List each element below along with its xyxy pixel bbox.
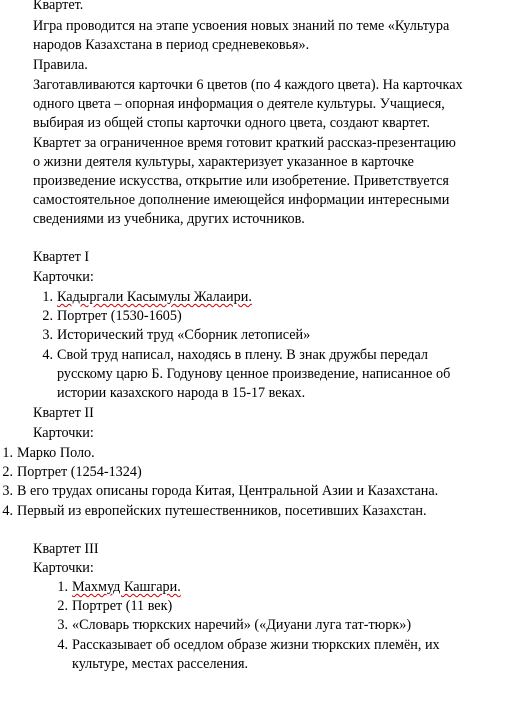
list-item-text: В его трудах описаны города Китая, Центральной Азии и Казахстана. [17,483,439,500]
list-item-number: 1. [2,445,13,461]
quartet-3-cards-label: Карточки: [33,560,94,576]
list-item-text: Портрет (1254-1324) [17,464,142,481]
list-item-text: Рассказывает об оседлом образе жизни тюркских племён, их культуре, местах расселения. [72,636,440,672]
quartet-1-title: Квартет I [33,249,90,265]
list-item-number: 2. [2,464,13,481]
list-item [42,326,457,345]
list-item-number: 2. [42,308,53,325]
list-item-number: 4. [2,502,13,519]
list-item-number: 3. [42,327,53,344]
list-item [42,288,457,307]
list-item-number: 3. [2,483,13,500]
list-item-number: 3. [57,617,68,634]
list-item-text: Портрет (1530-1605) [57,308,182,325]
list-item-number: 1. [57,579,68,595]
quartet-2-title: Квартет II [33,405,94,421]
list-item-text: Махмуд Кашгари. [72,579,181,595]
list-item-text: Первый из европейских путешественников, посетивших Казахстан. [17,502,427,519]
heading-kvartet: Квартет. [33,0,84,13]
quartet-2-card-list [2,444,507,521]
list-item [2,482,507,501]
list-item [2,502,507,521]
rules-paragraph: Заготавливаются карточки 6 цветов (по 4 каждого цвета). На карточках одного цвета – опорная информация о деятеле культуры. Учащиеся, выбирая из общей стопы карточки одного цвета, создают квартет. Квартет за ограниченное время готовит краткий рассказ-презентацию о жизни деятеля культуры, характеризует указанное в карточке произведение искусства, открытие или изобретение. Приветствуется самостоятельное дополнение имеющейся информации интересными сведениями из учебника, других источников. [33,77,463,228]
list-item-text: Исторический труд «Сборник летописей» [57,327,311,344]
list-item [57,636,467,674]
rules-title: Правила. [33,57,88,73]
list-item-text: «Словарь тюркских наречий» («Диуани луга тат-тюрк») [72,617,412,634]
list-item [2,444,507,463]
list-item-number: 4. [57,636,68,653]
list-item-text: Портрет (11 век) [72,598,173,615]
list-item-number: 4. [42,346,53,363]
list-item [57,616,467,635]
quartet-1-card-list [42,288,457,403]
list-item [57,597,467,616]
list-item-text: Марко Поло. [17,445,95,461]
list-item-number: 2. [57,598,68,615]
list-item-text: Кадыргали Касымулы Жалаири. [57,289,252,305]
list-item-text: Свой труд написал, находясь в плену. В знак дружбы передал русскому царю Б. Годунову ценное произведение, написанное об истории казахского народа в 15-17 веках. [57,346,451,402]
quartet-2-cards-label: Карточки: [33,425,94,441]
intro-paragraph: Игра проводится на этапе усвоения новых знаний по теме «Культура народов Казахстана в период средневековья». [33,18,450,54]
list-item [57,578,467,597]
quartet-3-title: Квартет III [33,541,99,557]
list-item [42,346,457,404]
quartet-3-card-list [57,578,467,674]
list-item [42,307,457,326]
quartet-1-cards-label: Карточки: [33,269,94,285]
list-item-number: 1. [42,289,53,305]
list-item [2,463,507,482]
